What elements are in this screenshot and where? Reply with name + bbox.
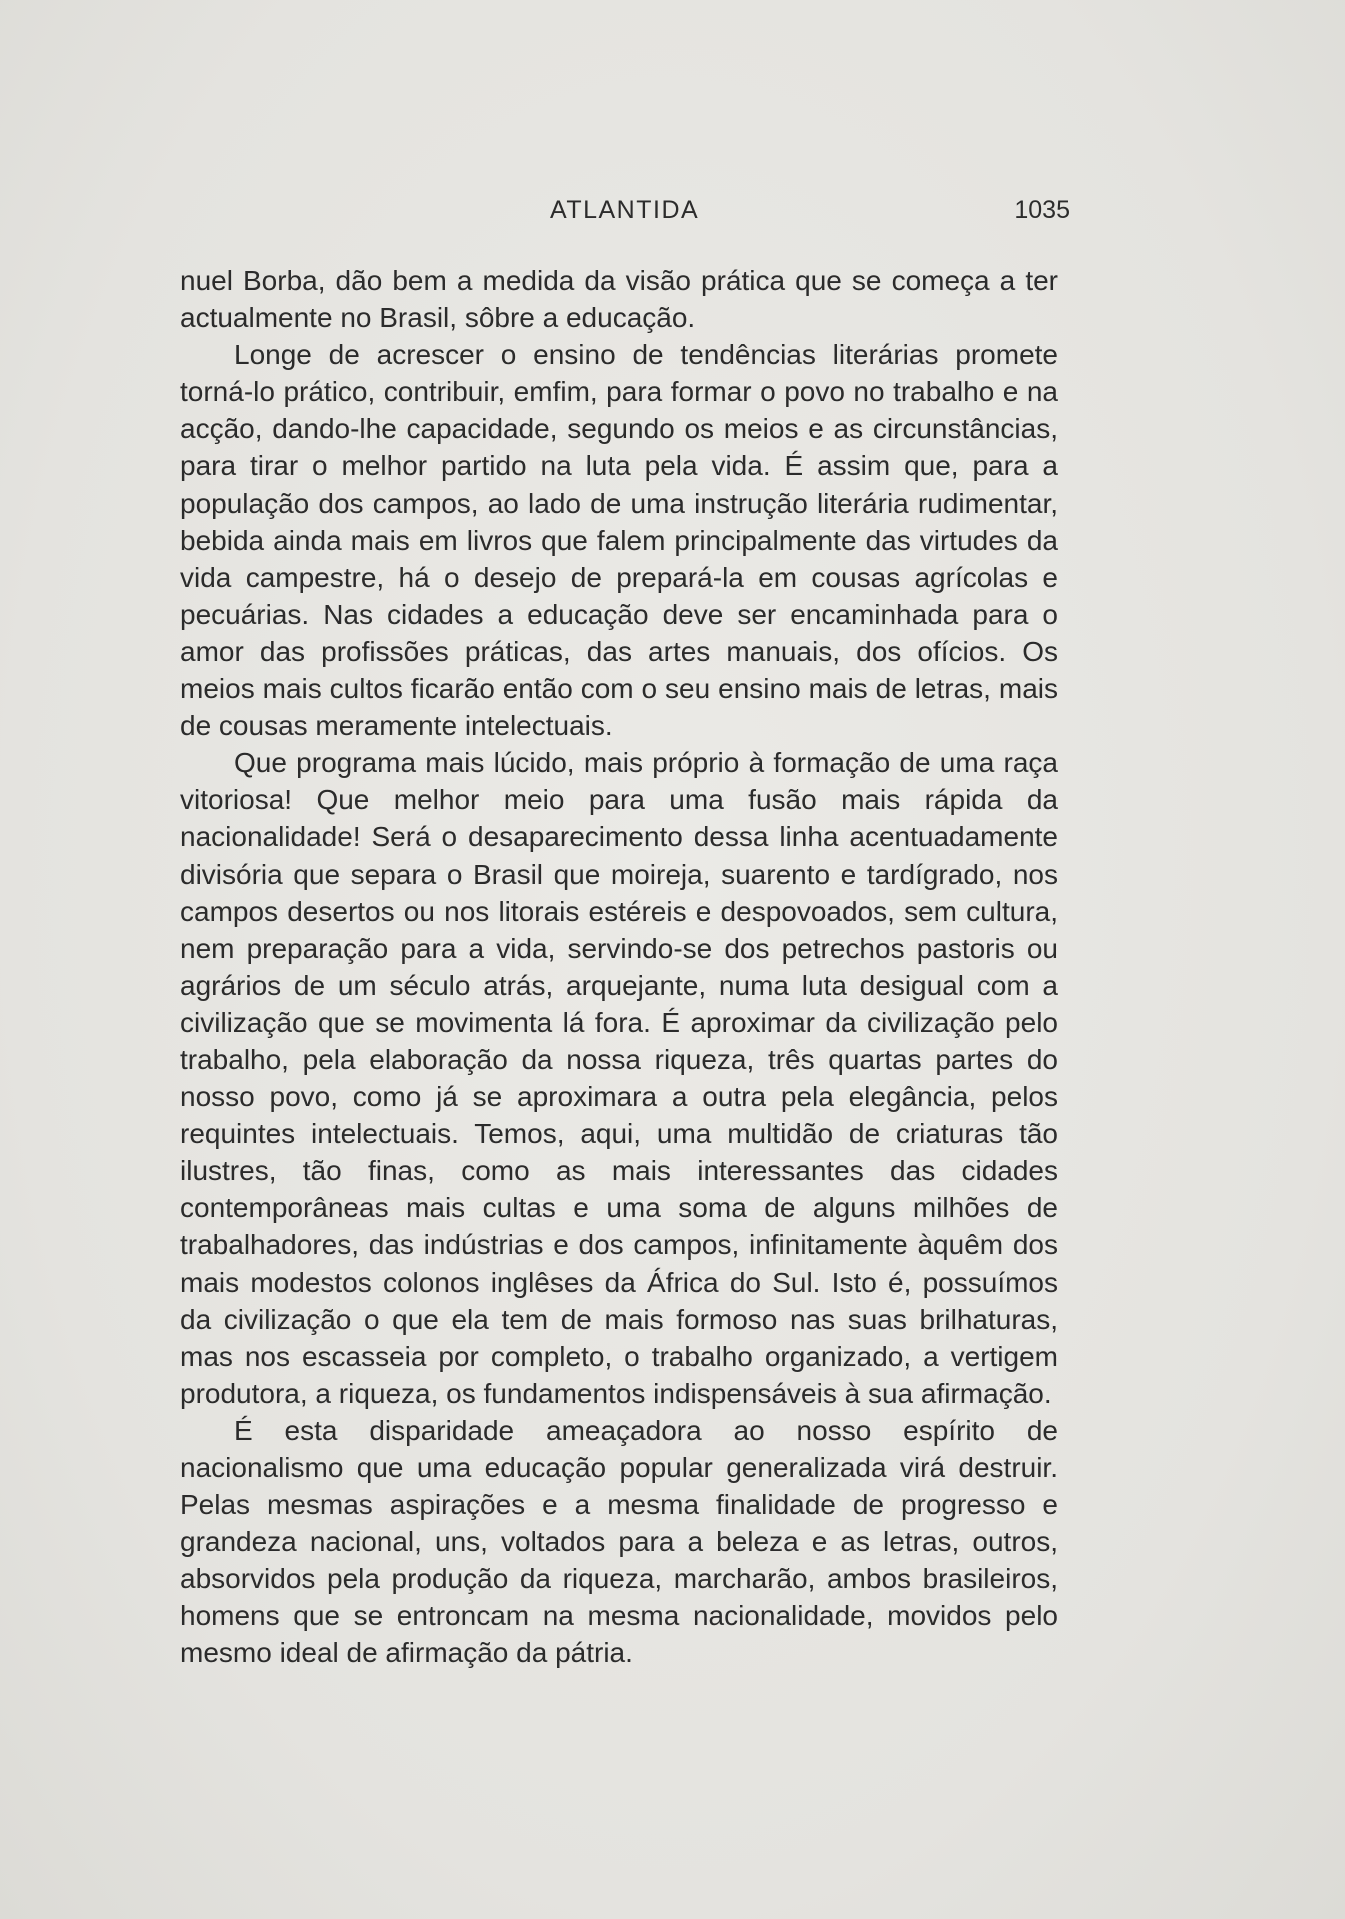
paragraph-2: Longe de acrescer o ensino de tendências literárias promete torná-lo prático, contribuir, emfim, para formar o povo no trabalho e na acção, dando-lhe capacidade, segundo os meios e as circunstâncias, para tirar o melhor partido na luta pela vida. É assim que, para a população dos campos, ao lado de uma instrução literária rudimentar, bebida ainda mais em livros que falem principalmente das virtudes da vida campestre, há o desejo de prepará-la em cousas agrícolas e pecuárias. Nas cidades a educação deve ser encaminhada para o amor das profissões práticas, das artes manuais, dos ofícios. Os meios mais cultos ficarão então com o seu ensino mais de letras, mais de cousas meramente intelectuais. [180,339,1058,742]
paragraph-4: É esta disparidade ameaçadora ao nosso espírito de nacionalismo que uma educação popular generalizada virá destruir. Pelas mesmas aspirações e a mesma finalidade de progresso e grandeza nacional, uns, voltados para a beleza e as letras, outros, absorvidos pela produção da riqueza, marcharão, ambos brasileiros, homens que se entroncam na mesma nacionalidade, movidos pelo mesmo ideal de afirmação da pátria. [180,1414,1058,1669]
body-text [180,262,1058,1672]
page-number: 1035 [1014,196,1070,224]
page-header [180,196,1070,226]
paragraph-3: Que programa mais lúcido, mais próprio à formação de uma raça vitoriosa! Que melhor meio para uma fusão mais rápida da nacionalidade! Será o desaparecimento dessa linha acentuadamente divisória que separa o Brasil que moireja, suarento e tardígrado, nos campos desertos ou nos litorais estéreis e despovoados, sem cultura, nem preparação para a vida, servindo-se dos petrechos pastoris ou agrários de um século atrás, arquejante, numa luta desigual com a civilização que se movimenta lá fora. É aproximar da civilização pelo trabalho, pela elaboração da nossa riqueza, três quartas partes do nosso povo, como já se aproximara a outra pela elegância, pelos requintes intelectuais. Temos, aqui, uma multidão de criaturas tão ilustres, tão finas, como as mais interessantes das cidades contemporâneas mais cultas e uma soma de alguns milhões de trabalhadores, das indústrias e dos campos, infinitamente àquêm dos mais modestos colonos inglêses da África do Sul. Isto é, possuímos da civilização o que ela tem de mais formoso nas suas brilhaturas, mas nos escasseia por completo, o trabalho organizado, a vertigem produtora, a riqueza, os fundamentos indispensáveis à sua afirmação. [180,747,1058,1409]
paragraph-1: nuel Borba, dão bem a medida da visão prática que se começa a ter actualmente no Brasil, sôbre a educação. [180,265,1058,334]
running-head: ATLANTIDA [550,196,700,224]
